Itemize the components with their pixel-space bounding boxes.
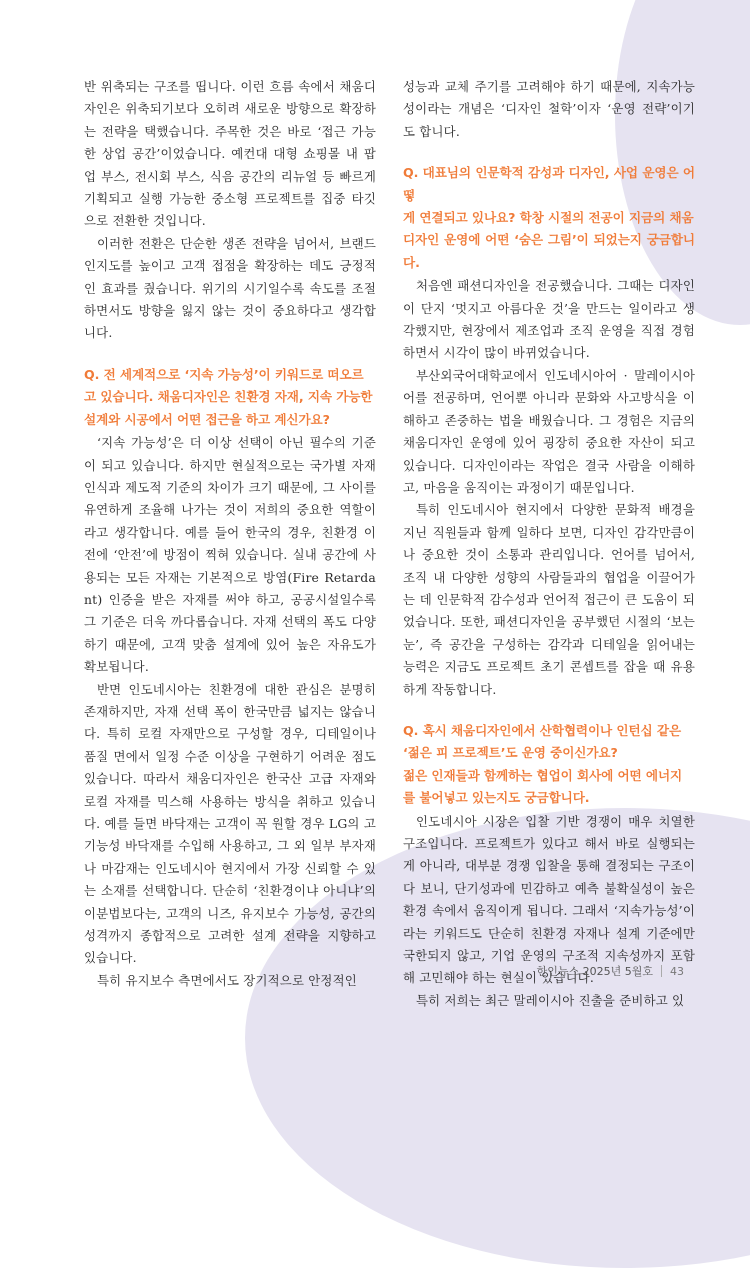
question-line: 고 있습니다. 채움디자인은 친환경 자재, 지속 가능한: [84, 389, 373, 405]
question-line: 를 불어넣고 있는지도 궁금합니다.: [403, 790, 590, 806]
page-number: 43: [670, 964, 684, 978]
question-heading: [84, 364, 376, 431]
question-line: Q. 대표님의 인문학적 감성과 디자인, 사업 운영은 어떻: [403, 165, 695, 203]
paragraph: 특히 인도네시아 현지에서 다양한 문화적 배경을 지닌 직원들과 함께 일하다 보면, 디자인 감각만큼이나 중요한 것이 소통과 관리입니다. 언어를 넘어서, 조직 내 다양한 성향의 사람들과의 협업을 이끌어가는 데 인문학적 감수성과 언어적 접근이 큰 도움이 되었습니다. 또한, 패션디자인을 공부했던 시절의 ‘보는 눈’, 즉 공간을 구성하는 감각과 디테일을 읽어내는 능력은 지금도 프로젝트 초기 콘셉트를 잡을 때 유용하게 작동합니다.: [403, 502, 695, 697]
paragraph: 이러한 전환은 단순한 생존 전략을 넘어서, 브랜드 인지도를 높이고 고객 접점을 확장하는 데도 긍정적인 효과를 줬습니다. 위기의 시기일수록 속도를 조절하면서도 방향을 잃지 않는 것이 중요하다고 생각합니다.: [84, 235, 376, 341]
paragraph: 특히 유지보수 측면에서도 장기적으로 안정적인: [97, 972, 357, 988]
paragraph: 반면 인도네시아는 친환경에 대한 관심은 분명히 존재하지만, 자재 선택 폭이 한국만큼 넓지는 않습니다. 특히 로컬 자재만으로 구성할 경우, 디테일이나 품질 면에서 일정 수준 이상을 구현하기 어려운 점도 있습니다. 따라서 채움디자인은 한국산 고급 자재와 로컬 자재를 믹스해 사용하는 방식을 취하고 있습니다. 예를 들면 바닥재는 고객이 꼭 원할 경우 LG의 고기능성 바닥재를 수입해 사용하고, 그 외 일부 부자재나 마감재는 인도네시아 현지에서 가장 신뢰할 수 있는 소재를 선택합니다. 단순히 ‘친환경이냐 아니냐’의 이분법보다는, 고객의 니즈, 유지보수 가능성, 공간의 성격까지 종합적으로 고려한 설계 전략을 지향하고 있습니다.: [84, 681, 376, 966]
question-line: Q. 혹시 채움디자인에서 산학협력이나 인턴십 같은: [403, 722, 682, 738]
paragraph: 부산외국어대학교에서 인도네시아어 · 말레이시아어를 전공하며, 언어뿐 아니라 문화와 사고방식을 이해하고 존중하는 법을 배웠습니다. 그 경험은 지금의 채움디자인 운영에 있어 굉장히 중요한 자산이 되고 있습니다. 디자인이라는 작업은 결국 사람을 이해하고, 마음을 움직이는 과정이기 때문입니다.: [403, 367, 695, 495]
right-column: [403, 76, 695, 1012]
paragraph: 반 위축되는 구조를 띱니다. 이런 흐름 속에서 채움디자인은 위축되기보다 오히려 새로운 방향으로 확장하는 전략을 택했습니다. 주목한 것은 바로 ‘접근 가능한 상업 공간’이었습니다. 예컨대 대형 쇼핑몰 내 팝업 부스, 전시회 부스, 식음 공간의 리뉴얼 등 빠르게 기획되고 실행 가능한 중소형 프로젝트를 집중 타깃으로 전환한 것입니다.: [84, 79, 376, 229]
footer-divider: [661, 965, 662, 977]
paragraph: ‘지속 가능성’은 더 이상 선택이 아닌 필수의 기준이 되고 있습니다. 하지만 현실적으로는 국가별 자재 인식과 제도적 기준의 차이가 크기 때문에, 그 사이를 유연하게 조율해 나가는 것이 저희의 중요한 역할이라고 생각합니다. 예를 들어 한국의 경우, 친환경 이전에 ‘안전’에 방점이 찍혀 있습니다. 실내 공간에 사용되는 모든 자재는 기본적으로 방염(Fire Retardant) 인증을 받은 자재를 써야 하고, 공공시설일수록 그 기준은 더욱 까다롭습니다. 자재 선택의 폭도 다양하기 때문에, 고객 맞춤 설계에 있어 높은 자유도가 확보됩니다.: [84, 435, 376, 675]
publication-title: 한인뉴스 2025년 5월호: [536, 965, 653, 978]
paragraph: 인도네시아 시장은 입찰 기반 경쟁이 매우 치열한 구조입니다. 프로젝트가 있다고 해서 바로 실행되는 게 아니라, 대부분 경쟁 입찰을 통해 결정되는 구조이다 보니, 단기성과에 민감하고 예측 불확실성이 높은 환경 속에서 움직이게 됩니다. 그래서 ‘지속가능성’이라는 키워드도 단순히 친환경 자재나 설계 기준에만 국한되지 않고, 기업 운영의 구조적 지속성까지 포함해 고민해야 하는 현실이 있습니다.: [403, 813, 695, 986]
left-column: [84, 76, 376, 992]
question-line: 디자인 운영에 어떤 ‘숨은 그림’이 되었는지 궁금합니다.: [403, 232, 695, 270]
paragraph: 성능과 교체 주기를 고려해야 하기 때문에, 지속가능성이라는 개념은 ‘디자인 철학’이자 ‘운영 전략’이기도 합니다.: [403, 79, 695, 139]
paragraph: 특히 저희는 최근 말레이시아 진출을 준비하고 있: [416, 992, 685, 1008]
question-line: 설계와 시공에서 어떤 접근을 하고 계신가요?: [84, 411, 330, 427]
question-line: ‘젊은 피 프로젝트’도 운영 중이신가요?: [403, 745, 618, 761]
paragraph: 처음엔 패션디자인을 전공했습니다. 그때는 디자인이 단지 ‘멋지고 아름다운 것’을 만드는 일이라고 생각했지만, 현장에서 제조업과 조직 운영을 직접 경험하면서 시각이 많이 바뀌었습니다.: [403, 278, 695, 361]
question-heading: [403, 162, 695, 274]
question-line: Q. 전 세계적으로 ‘지속 가능성’이 키워드로 떠오르: [84, 366, 364, 382]
question-heading: [403, 720, 695, 810]
question-line: 젊은 인재들과 함께하는 협업이 회사에 어떤 에너지: [403, 767, 683, 783]
page-footer: [537, 963, 684, 979]
question-line: 게 연결되고 있나요? 학창 시절의 전공이 지금의 채움: [403, 210, 694, 226]
